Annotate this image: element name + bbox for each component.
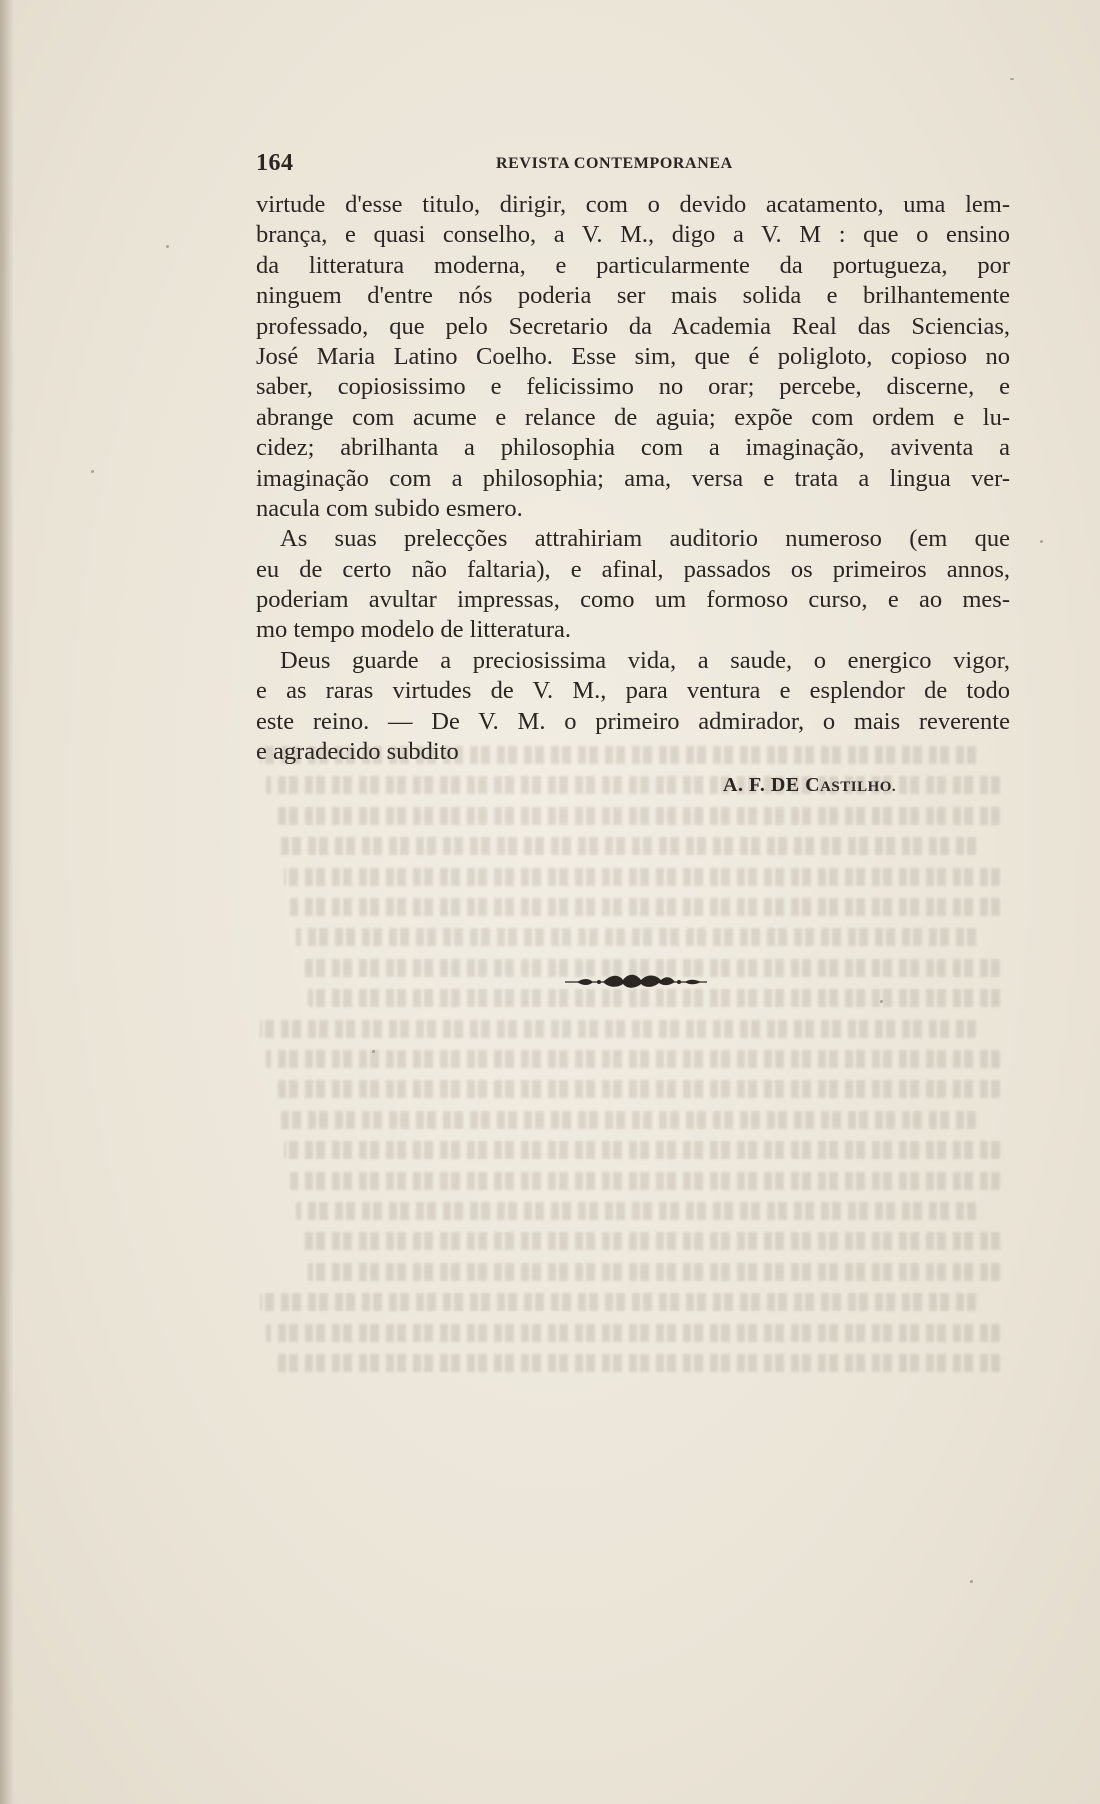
bleed-through-line <box>272 807 1000 825</box>
text-line: cidez; abrilhanta a philosophia com a imaginação, aviventa a <box>256 434 1010 462</box>
bleed-through-line <box>272 1080 1000 1098</box>
bleed-through-line <box>308 1263 1000 1281</box>
text-line: este reino. — De V. M. o primeiro admirador, o mais reverente <box>256 707 1010 735</box>
paragraph-closing <box>256 646 1010 768</box>
paper-speck <box>91 470 94 473</box>
tailpiece-ornament-icon <box>563 968 709 994</box>
binding-shadow <box>0 0 14 1804</box>
paper-speck <box>1040 540 1043 543</box>
bleed-through-line <box>296 1202 976 1220</box>
text-line: e agradecido subdito <box>256 738 459 766</box>
text-line: brança, e quasi conselho, a V. M., digo a V. M : que o ensino <box>256 221 1010 249</box>
bleed-through-line <box>284 1141 1000 1159</box>
paper-speck <box>166 245 169 248</box>
bleed-through-line <box>290 1172 1000 1190</box>
text-line: abrange com acume e relance de aguia; expõe com ordem e lu- <box>256 403 1010 431</box>
page-header <box>256 150 1010 180</box>
paper-speck <box>880 1000 883 1003</box>
text-line: nacula com subido esmero. <box>256 494 523 522</box>
running-head: REVISTA CONTEMPORANEA <box>496 155 733 172</box>
paper-speck <box>970 1580 973 1583</box>
text-line: eu de certo não faltaria), e afinal, passados os primeiros annos, <box>256 555 1010 583</box>
paper-speck <box>372 1050 375 1053</box>
signature-surname-initial: C <box>805 774 821 796</box>
bleed-through-line <box>266 1324 1000 1342</box>
text-line: As suas prelecções attrahiriam auditorio numeroso (em que <box>280 525 1010 553</box>
signature-surname-rest: ASTILHO. <box>820 779 897 795</box>
text-line: Deus guarde a preciosissima vida, a saude, o energico vigor, <box>280 646 1010 674</box>
text-line: poderiam avultar impressas, como um formoso curso, e ao mes- <box>256 586 1010 614</box>
text-line: virtude d'esse titulo, dirigir, com o devido acatamento, uma lem- <box>256 191 1010 218</box>
text-line: saber, copiosissimo e felicissimo no orar; percebe, discerne, e <box>256 373 1010 401</box>
signature-initials: A. F. DE <box>723 774 800 796</box>
text-line: mo tempo modelo de litteratura. <box>256 616 572 644</box>
bleed-through-line <box>302 1232 1000 1250</box>
bleed-through-line <box>278 837 976 855</box>
text-line: imaginação com a philosophia; ama, versa e trata a lingua ver- <box>256 464 1010 492</box>
paragraph-dedication <box>256 190 1010 524</box>
bleed-through-line <box>278 1111 976 1129</box>
text-line: José Maria Latino Coelho. Esse sim, que é poligloto, copioso no <box>256 342 1010 370</box>
bleed-through-line <box>266 1050 1000 1068</box>
paragraph-lectures <box>256 524 1010 646</box>
bleed-through-line <box>284 868 1000 886</box>
reverse-side-bleed-through <box>260 740 1000 1400</box>
text-line: professado, que pelo Secretario da Academia Real das Sciencias, <box>256 312 1010 340</box>
text-line: ninguem d'entre nós poderia ser mais solida e brilhantemente <box>256 282 1010 310</box>
bleed-through-line <box>272 1354 1000 1372</box>
author-signature <box>723 774 896 797</box>
text-line: e as raras virtudes de V. M., para ventura e esplendor de todo <box>256 677 1010 705</box>
page-number: 164 <box>256 150 294 176</box>
bleed-through-line <box>260 1020 976 1038</box>
text-line: da litteratura moderna, e particularmente da portugueza, por <box>256 251 1010 279</box>
paper-speck <box>1010 78 1014 80</box>
body-text <box>256 190 1010 767</box>
bleed-through-line <box>260 1293 976 1311</box>
bleed-through-line <box>290 898 1000 916</box>
bleed-through-line <box>296 928 976 946</box>
